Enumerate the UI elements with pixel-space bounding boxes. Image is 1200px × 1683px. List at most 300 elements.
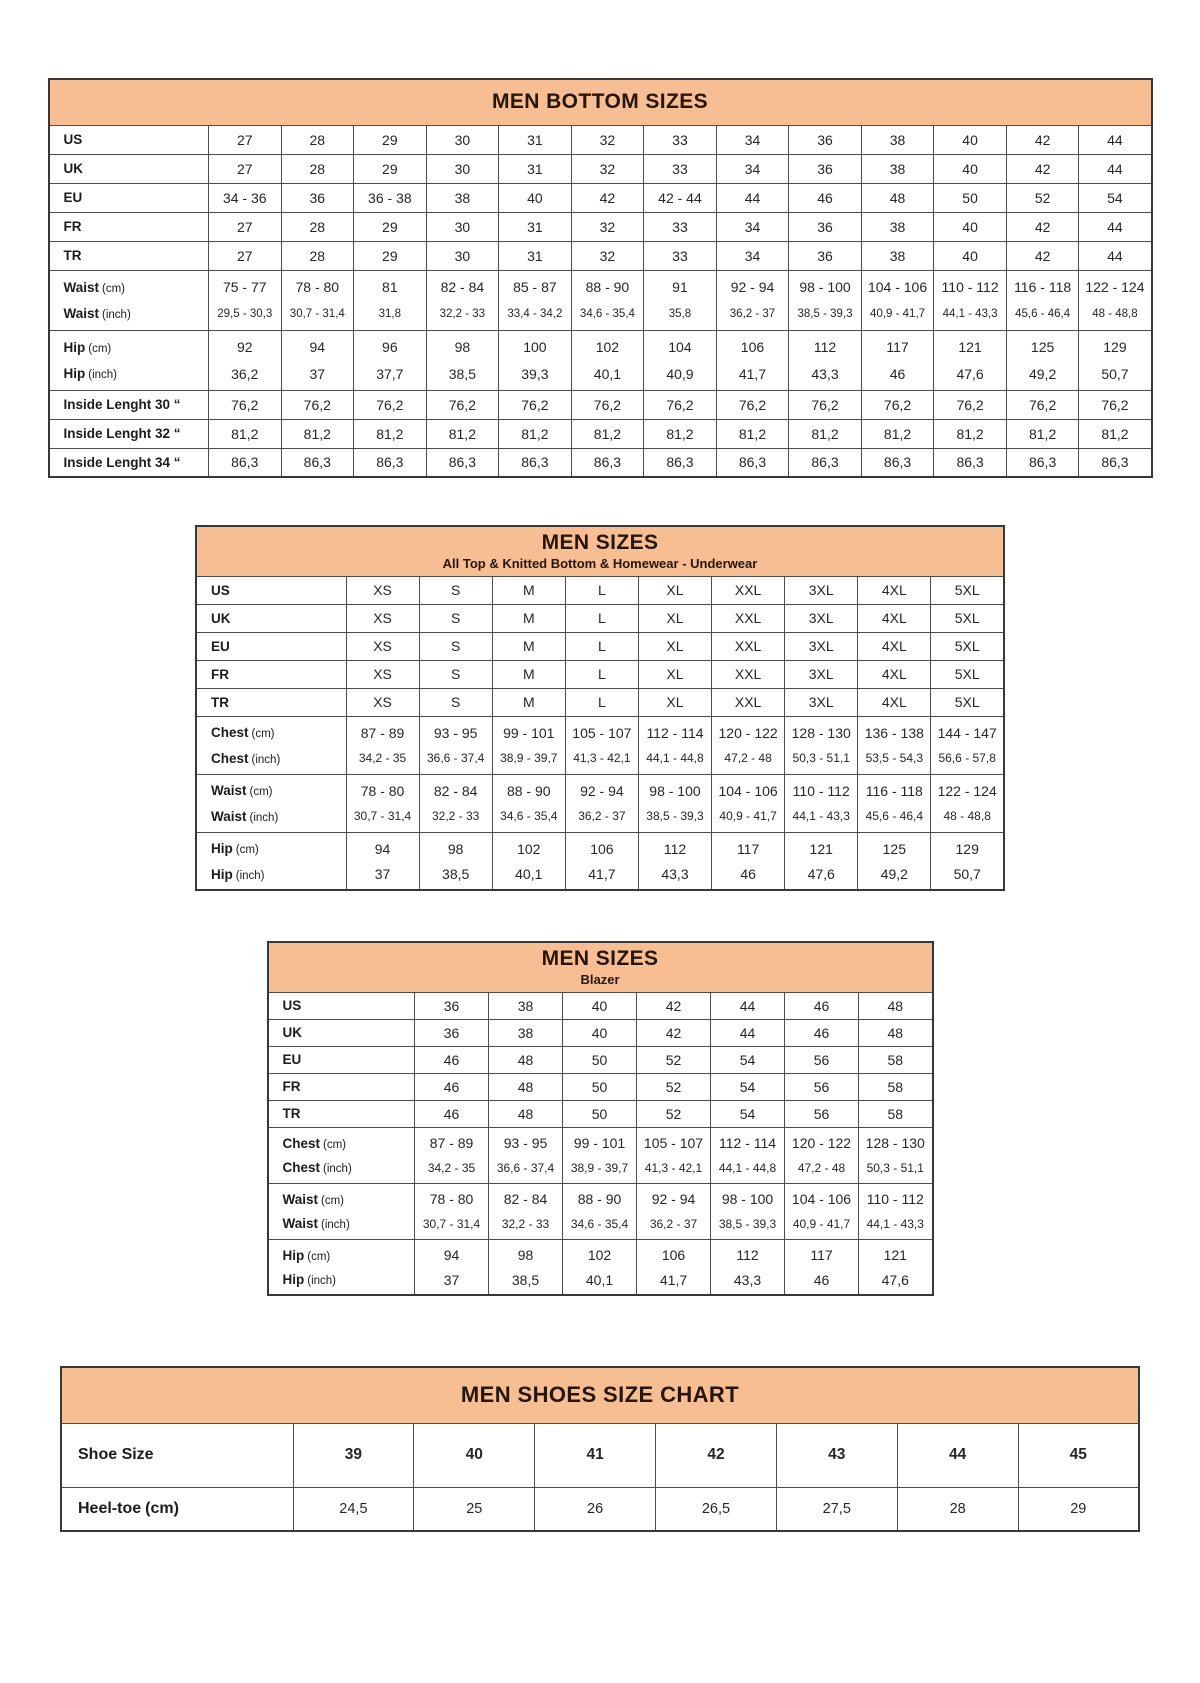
size-cell: 42 <box>637 992 711 1019</box>
size-cell: 44 <box>1079 241 1152 270</box>
row-label <box>49 270 209 301</box>
table-row <box>49 183 1152 212</box>
size-cell: 44,1 - 43,3 <box>859 1212 933 1239</box>
size-cell: 98 - 100 <box>638 774 711 804</box>
size-cell: 44,1 - 43,3 <box>785 804 858 832</box>
size-cell: 3XL <box>785 688 858 716</box>
row-label-text: UK <box>211 610 231 626</box>
size-cell: 4XL <box>858 660 931 688</box>
size-cell: 38 <box>861 241 934 270</box>
size-cell: 86,3 <box>789 448 862 477</box>
size-cell: 28 <box>897 1487 1018 1531</box>
size-cell: 105 - 107 <box>565 716 638 746</box>
size-cell: 28 <box>281 154 354 183</box>
size-cell: 136 - 138 <box>858 716 931 746</box>
size-cell: 44 <box>716 183 789 212</box>
size-cell: 30,7 - 31,4 <box>281 301 354 330</box>
row-label-unit: (cm) <box>145 1499 179 1517</box>
size-cell: 44 <box>1079 212 1152 241</box>
size-cell: 31 <box>499 212 572 241</box>
size-cell: 35,8 <box>644 301 717 330</box>
size-cell: 104 - 106 <box>785 1183 859 1212</box>
size-cell: 78 - 80 <box>415 1183 489 1212</box>
table-row <box>49 330 1152 361</box>
size-cell: 33 <box>644 154 717 183</box>
size-cell: 40,9 - 41,7 <box>712 804 785 832</box>
size-cell: 58 <box>859 1046 933 1073</box>
size-cell: XXL <box>712 688 785 716</box>
size-cell: XL <box>638 576 711 604</box>
size-cell: 112 <box>711 1239 785 1268</box>
size-cell: 42 <box>1006 125 1079 154</box>
size-cell: 106 <box>637 1239 711 1268</box>
size-cell: 32,2 - 33 <box>426 301 499 330</box>
size-cell: 36 <box>415 992 489 1019</box>
size-cell: 29 <box>354 212 427 241</box>
size-cell: 38 <box>489 1019 563 1046</box>
size-cell: 29,5 - 30,3 <box>209 301 282 330</box>
size-cell: 86,3 <box>354 448 427 477</box>
row-label-text: Waist <box>211 808 247 824</box>
table-row <box>61 1423 1139 1487</box>
row-label-text: FR <box>282 1079 301 1094</box>
size-cell: 28 <box>281 212 354 241</box>
row-label <box>61 1487 293 1531</box>
size-cell: 50 <box>563 1100 637 1127</box>
table-row <box>268 1183 933 1212</box>
size-cell: 48 <box>489 1100 563 1127</box>
row-label <box>49 301 209 330</box>
size-cell: XS <box>346 604 419 632</box>
size-cell: 128 - 130 <box>785 716 858 746</box>
row-label <box>268 1268 415 1295</box>
row-label-unit: (cm) <box>323 1138 347 1151</box>
size-cell: 43,3 <box>789 361 862 390</box>
men-sizes-tops-table <box>195 525 1005 891</box>
size-cell: 98 <box>419 832 492 862</box>
size-cell: 52 <box>637 1046 711 1073</box>
size-cell: 38 <box>861 212 934 241</box>
size-cell: 86,3 <box>716 448 789 477</box>
size-cell: 81,2 <box>716 419 789 448</box>
size-cell: 36,2 - 37 <box>716 301 789 330</box>
size-cell: L <box>565 632 638 660</box>
size-cell: S <box>419 604 492 632</box>
size-cell: 32,2 - 33 <box>489 1212 563 1239</box>
size-cell: 46 <box>415 1046 489 1073</box>
size-cell: 50 <box>563 1046 637 1073</box>
table-row <box>268 1100 933 1127</box>
row-label-unit: (inch) <box>251 753 281 766</box>
size-cell: 40 <box>934 125 1007 154</box>
size-cell: 47,6 <box>934 361 1007 390</box>
size-cell: 34 <box>716 154 789 183</box>
row-label-unit: (cm) <box>251 728 275 741</box>
size-cell: M <box>492 688 565 716</box>
row-label <box>49 125 209 154</box>
size-cell: 39 <box>293 1423 414 1487</box>
size-cell: 31 <box>499 241 572 270</box>
size-cell: 38 <box>426 183 499 212</box>
size-cell: 36,6 - 37,4 <box>419 746 492 774</box>
size-cell: XS <box>346 688 419 716</box>
size-cell: 88 - 90 <box>563 1183 637 1212</box>
row-label-text: Waist <box>63 306 100 322</box>
size-cell: 56 <box>785 1046 859 1073</box>
row-label-unit: (cm) <box>102 282 126 295</box>
row-label-text: Hip <box>63 339 86 355</box>
row-label <box>49 361 209 390</box>
size-cell: XL <box>638 632 711 660</box>
size-cell: 34,2 - 35 <box>415 1156 489 1183</box>
size-cell: 50 <box>934 183 1007 212</box>
size-cell: XL <box>638 688 711 716</box>
size-cell: 102 <box>563 1239 637 1268</box>
table-row <box>49 154 1152 183</box>
size-cell: 42 <box>656 1423 777 1487</box>
size-cell: 40 <box>563 992 637 1019</box>
size-cell: 38,5 - 39,3 <box>711 1212 785 1239</box>
size-cell: 32 <box>571 125 644 154</box>
row-label-text: Hip <box>63 366 86 382</box>
row-label <box>268 1212 415 1239</box>
size-cell: 128 - 130 <box>859 1127 933 1156</box>
size-cell: 34,6 - 35,4 <box>571 301 644 330</box>
size-cell: 27 <box>209 154 282 183</box>
size-cell: 37 <box>415 1268 489 1295</box>
size-cell: 34 <box>716 241 789 270</box>
size-cell: 116 - 118 <box>1006 270 1079 301</box>
size-cell: 38,9 - 39,7 <box>492 746 565 774</box>
row-label-text: US <box>211 582 230 598</box>
size-cell: 3XL <box>785 576 858 604</box>
size-cell: 40 <box>934 154 1007 183</box>
size-cell: 81,2 <box>1006 419 1079 448</box>
size-cell: 81,2 <box>861 419 934 448</box>
row-label-text: FR <box>63 219 82 234</box>
size-cell: M <box>492 604 565 632</box>
size-cell: 58 <box>859 1100 933 1127</box>
row-label <box>49 330 209 361</box>
size-cell: 38,5 <box>426 361 499 390</box>
size-cell: 47,6 <box>859 1268 933 1295</box>
size-cell: 82 - 84 <box>419 774 492 804</box>
size-cell: 121 <box>934 330 1007 361</box>
row-label-text: Chest <box>211 750 249 766</box>
size-cell: L <box>565 660 638 688</box>
size-cell: 86,3 <box>499 448 572 477</box>
size-cell: 46 <box>785 1268 859 1295</box>
table-row <box>49 390 1152 419</box>
table-row <box>49 448 1152 477</box>
row-label-text: Waist <box>282 1216 319 1232</box>
size-cell: 48 <box>489 1073 563 1100</box>
size-cell: 27,5 <box>776 1487 897 1531</box>
size-cell: 40,9 - 41,7 <box>785 1212 859 1239</box>
size-cell: 102 <box>492 832 565 862</box>
size-cell: 129 <box>931 832 1004 862</box>
size-cell: 44 <box>711 992 785 1019</box>
size-cell: 37 <box>281 361 354 390</box>
size-cell: 104 <box>644 330 717 361</box>
size-cell: 100 <box>499 330 572 361</box>
size-cell: M <box>492 632 565 660</box>
row-label-text: Waist <box>282 1191 319 1207</box>
size-cell: 86,3 <box>281 448 354 477</box>
size-cell: 5XL <box>931 632 1004 660</box>
table-row <box>196 716 1004 746</box>
row-label-unit: (inch) <box>235 869 265 882</box>
table-row <box>49 361 1152 390</box>
row-label-unit: (inch) <box>321 1219 350 1232</box>
size-cell: 76,2 <box>281 390 354 419</box>
size-cell: 104 - 106 <box>712 774 785 804</box>
row-label-text: Inside Lenght 32 “ <box>63 426 181 441</box>
size-cell: 48 <box>861 183 934 212</box>
size-cell: XS <box>346 576 419 604</box>
size-cell: 112 - 114 <box>711 1127 785 1156</box>
size-cell: 50,7 <box>931 862 1004 890</box>
size-cell: 93 - 95 <box>489 1127 563 1156</box>
row-label <box>196 716 346 746</box>
size-cell: 26,5 <box>656 1487 777 1531</box>
row-label <box>196 862 346 890</box>
size-cell: 117 <box>712 832 785 862</box>
size-cell: 29 <box>354 241 427 270</box>
men-shoes-size-chart-header-band <box>61 1367 1139 1423</box>
size-cell: 86,3 <box>1006 448 1079 477</box>
row-label <box>49 241 209 270</box>
size-cell: 76,2 <box>716 390 789 419</box>
row-label <box>268 1019 415 1046</box>
row-label-text: US <box>63 132 83 147</box>
size-cell: 41,7 <box>637 1268 711 1295</box>
size-cell: 46 <box>785 1019 859 1046</box>
row-label <box>268 1100 415 1127</box>
size-cell: 29 <box>1018 1487 1139 1531</box>
size-cell: 98 - 100 <box>789 270 862 301</box>
size-cell: 54 <box>711 1100 785 1127</box>
size-cell: 38 <box>489 992 563 1019</box>
size-cell: 43,3 <box>638 862 711 890</box>
row-label-unit: (inch) <box>323 1163 352 1176</box>
row-label-unit: (inch) <box>88 369 118 382</box>
size-cell: 38 <box>861 154 934 183</box>
size-cell: 94 <box>415 1239 489 1268</box>
size-cell: 144 - 147 <box>931 716 1004 746</box>
size-cell: 40,9 - 41,7 <box>861 301 934 330</box>
size-cell: 120 - 122 <box>785 1127 859 1156</box>
size-cell: 33 <box>644 241 717 270</box>
size-cell: 33 <box>644 125 717 154</box>
row-label-text: Inside Lenght 30 “ <box>63 397 181 412</box>
size-cell: S <box>419 660 492 688</box>
row-label <box>268 992 415 1019</box>
size-cell: 56 <box>785 1100 859 1127</box>
row-label <box>196 660 346 688</box>
size-cell: 76,2 <box>1079 390 1152 419</box>
men-sizes-blazer-header-band <box>268 942 933 992</box>
size-cell: 86,3 <box>426 448 499 477</box>
size-cell: 54 <box>711 1046 785 1073</box>
size-cell: 50,3 - 51,1 <box>859 1156 933 1183</box>
size-cell: 32 <box>571 154 644 183</box>
size-cell: 92 - 94 <box>716 270 789 301</box>
size-cell: 34 - 36 <box>209 183 282 212</box>
table-row <box>49 270 1152 301</box>
size-cell: 5XL <box>931 576 1004 604</box>
size-cell: 54 <box>1079 183 1152 212</box>
size-cell: 44,1 - 43,3 <box>934 301 1007 330</box>
size-cell: 75 - 77 <box>209 270 282 301</box>
size-cell: XXL <box>712 576 785 604</box>
size-cell: 106 <box>716 330 789 361</box>
size-cell: 52 <box>637 1073 711 1100</box>
size-cell: S <box>419 576 492 604</box>
size-cell: XXL <box>712 660 785 688</box>
size-cell: 76,2 <box>934 390 1007 419</box>
size-cell: 48 <box>859 1019 933 1046</box>
size-cell: 40,1 <box>563 1268 637 1295</box>
row-label <box>268 1239 415 1268</box>
size-cell: 49,2 <box>1006 361 1079 390</box>
size-cell: 98 <box>426 330 499 361</box>
size-cell: 117 <box>861 330 934 361</box>
size-cell: 40 <box>934 212 1007 241</box>
size-cell: 38,9 - 39,7 <box>563 1156 637 1183</box>
size-cell: 40 <box>499 183 572 212</box>
row-label-unit: (inch) <box>307 1275 337 1287</box>
size-cell: 48 <box>489 1046 563 1073</box>
size-cell: 36,2 - 37 <box>637 1212 711 1239</box>
size-cell: 76,2 <box>644 390 717 419</box>
size-cell: 87 - 89 <box>415 1127 489 1156</box>
size-cell: 44 <box>1079 125 1152 154</box>
size-cell: 86,3 <box>1079 448 1152 477</box>
size-cell: 31 <box>499 125 572 154</box>
table-row <box>196 862 1004 890</box>
size-cell: 3XL <box>785 632 858 660</box>
size-cell: 26 <box>535 1487 656 1531</box>
men-sizes-tops-header-band <box>196 526 1004 576</box>
size-cell: 48 <box>859 992 933 1019</box>
size-cell: 58 <box>859 1073 933 1100</box>
size-cell: 86,3 <box>644 448 717 477</box>
size-cell: 34,6 - 35,4 <box>492 804 565 832</box>
table-row <box>268 1268 933 1295</box>
size-cell: 78 - 80 <box>346 774 419 804</box>
row-label-unit: (cm) <box>88 342 112 355</box>
size-cell: 98 <box>489 1239 563 1268</box>
size-cell: 76,2 <box>209 390 282 419</box>
size-cell: 29 <box>354 125 427 154</box>
size-cell: 27 <box>209 125 282 154</box>
size-cell: 34,2 - 35 <box>346 746 419 774</box>
row-label-text: Hip <box>211 841 233 857</box>
row-label <box>49 212 209 241</box>
size-cell: 81,2 <box>644 419 717 448</box>
row-label-text: Waist <box>211 783 247 799</box>
size-cell: 110 - 112 <box>859 1183 933 1212</box>
size-cell: XL <box>638 660 711 688</box>
row-label-text: Chest <box>211 725 249 741</box>
size-cell: XL <box>638 604 711 632</box>
size-cell: L <box>565 604 638 632</box>
size-cell: 78 - 80 <box>281 270 354 301</box>
size-cell: 33 <box>644 212 717 241</box>
size-cell: 46 <box>415 1100 489 1127</box>
size-cell: 122 - 124 <box>1079 270 1152 301</box>
size-cell: 50 <box>563 1073 637 1100</box>
men-bottom-sizes-table <box>48 78 1153 478</box>
row-label <box>49 448 209 477</box>
table-row <box>196 604 1004 632</box>
size-cell: 81,2 <box>1079 419 1152 448</box>
size-cell: 37,7 <box>354 361 427 390</box>
size-cell: 3XL <box>785 604 858 632</box>
size-cell: 41,3 - 42,1 <box>637 1156 711 1183</box>
size-cell: 43,3 <box>711 1268 785 1295</box>
size-cell: 36,6 - 37,4 <box>489 1156 563 1183</box>
size-cell: 88 - 90 <box>492 774 565 804</box>
size-cell: 36 <box>789 212 862 241</box>
size-cell: 42 <box>1006 241 1079 270</box>
row-label <box>268 1183 415 1212</box>
size-cell: 44 <box>897 1423 1018 1487</box>
size-cell: 3XL <box>785 660 858 688</box>
size-cell: 92 - 94 <box>637 1183 711 1212</box>
size-cell: 34 <box>716 212 789 241</box>
size-cell: 38,5 <box>419 862 492 890</box>
size-cell: 42 <box>571 183 644 212</box>
row-label-text: Waist <box>63 279 100 295</box>
table-title: MEN SHOES SIZE CHART <box>460 1382 740 1408</box>
table-row <box>196 660 1004 688</box>
size-cell: 86,3 <box>934 448 1007 477</box>
size-cell: 52 <box>1006 183 1079 212</box>
size-cell: 102 <box>571 330 644 361</box>
men-bottom-sizes-header-band <box>49 79 1152 125</box>
size-cell: 54 <box>711 1073 785 1100</box>
size-cell: 40,1 <box>571 361 644 390</box>
row-label-unit: (inch) <box>102 309 131 322</box>
table-row <box>196 804 1004 832</box>
row-label-text: TR <box>282 1106 301 1121</box>
size-cell: 81,2 <box>934 419 1007 448</box>
size-cell: S <box>419 688 492 716</box>
row-label-text: TR <box>63 248 82 263</box>
size-cell: 88 - 90 <box>571 270 644 301</box>
size-cell: M <box>492 660 565 688</box>
row-label-text: Hip <box>282 1247 305 1263</box>
row-label-text: UK <box>282 1025 302 1040</box>
row-label <box>196 774 346 804</box>
row-label <box>196 576 346 604</box>
size-cell: 34,6 - 35,4 <box>563 1212 637 1239</box>
size-cell: 30 <box>426 154 499 183</box>
row-label-text: Chest <box>282 1135 321 1151</box>
size-cell: 56,6 - 57,8 <box>931 746 1004 774</box>
size-cell: 4XL <box>858 576 931 604</box>
size-cell: 46 <box>789 183 862 212</box>
size-cell: 27 <box>209 241 282 270</box>
row-label <box>268 1127 415 1156</box>
size-cell: 47,6 <box>785 862 858 890</box>
size-cell: 27 <box>209 212 282 241</box>
size-cell: 81,2 <box>499 419 572 448</box>
size-cell: 117 <box>785 1239 859 1268</box>
size-cell: 30,7 - 31,4 <box>346 804 419 832</box>
